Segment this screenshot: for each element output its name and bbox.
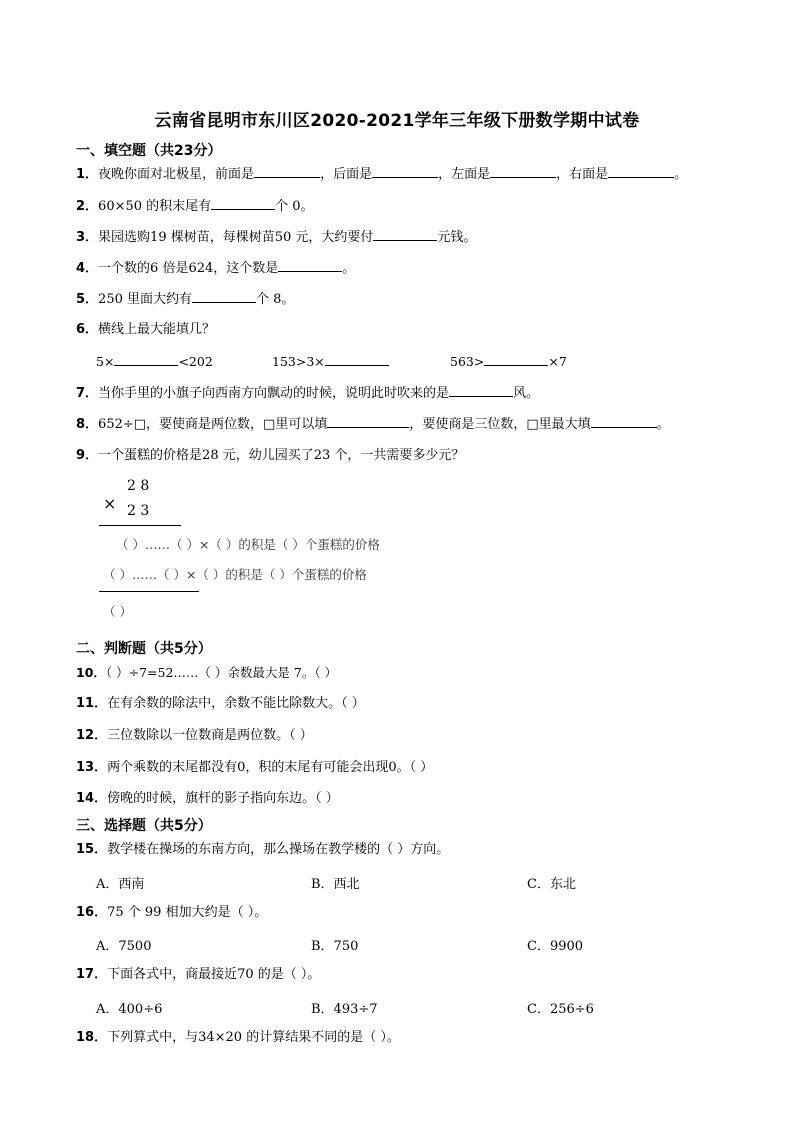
question-number: 2． [76,199,99,214]
question-text: 元钱。 [437,230,477,245]
section-true-false: 二、判断题（共5分） [76,641,212,657]
section-multiple-choice: 三、选择题（共5分） [76,818,212,834]
question-14 [76,789,339,809]
answer-blank[interactable] [327,414,409,428]
question-text: 在有余数的除法中，余数不能比除数大。（ ） [107,696,365,711]
result-line [99,591,199,592]
question-text: 风。 [513,386,540,401]
question-text: 个 8。 [256,292,295,307]
answer-blank[interactable] [254,164,320,178]
question-7 [76,383,539,404]
option-c[interactable]: C．东北 [527,877,576,892]
option-b[interactable]: B．西北 [311,877,360,892]
question-13 [76,758,433,778]
question-number: 17． [76,967,108,982]
times-sign: × [103,494,117,513]
answer-blank[interactable] [608,164,674,178]
question-10 [76,663,337,683]
multiplier: 2 3 [127,503,150,519]
question-16 [76,903,267,923]
question-text: 下列算式中，与34×20 的计算结果不同的是（ ）。 [107,1030,400,1045]
question-text: <202 [178,354,213,369]
question-text: 横线上最大能填几？ [98,322,216,337]
answer-blank[interactable] [325,352,389,366]
question-number: 8． [76,417,99,432]
multiplicand: 2 8 [127,478,150,494]
answer-blank[interactable] [372,164,438,178]
question-number: 10． [76,665,106,680]
question-text: 。 [674,167,688,182]
vertical-step-1: （ ）……（ ）×（ ）的积是（ ）个蛋糕的价格 [116,537,380,552]
answer-blank[interactable] [192,289,256,303]
question-number: 18． [76,1030,108,1045]
question-11 [76,694,365,714]
question-6-part-1 [96,352,213,372]
answer-blank[interactable] [591,414,657,428]
question-12 [76,726,313,746]
question-text: 一个数的6 倍是624，这个数是 [98,261,279,276]
question-text: 一个蛋糕的价格是28 元，幼儿园买了23 个，一共需要多少元？ [98,448,465,463]
question-text: 三位数除以一位数商是两位数。（ ） [107,728,313,743]
question-1 [76,164,687,185]
answer-blank[interactable] [490,164,556,178]
question-6-part-3 [450,352,567,372]
option-a[interactable]: A．7500 [96,939,152,954]
answer-blank[interactable] [449,383,513,397]
page-title: 云南省昆明市东川区2020-2021学年三年级下册数学期中试卷 [154,111,640,131]
question-text: 傍晚的时候，旗杆的影子指向东边。（ ） [107,791,339,806]
question-text: 。 [342,261,356,276]
question-number: 15． [76,842,108,857]
answer-blank[interactable] [114,352,178,366]
question-2 [76,196,314,217]
question-number: 3． [76,230,99,245]
question-text: 。 [656,417,670,432]
multiplication-line [99,525,181,526]
question-text: 75 个 99 相加大约是（ ）。 [107,905,268,920]
question-number: 9． [76,448,99,463]
question-text: 夜晚你面对北极星，前面是 [98,167,255,182]
question-text: 教学楼在操场的东南方向，那么操场在教学楼的（ ）方向。 [107,842,450,857]
answer-blank[interactable] [484,352,548,366]
question-text: ×7 [548,354,567,369]
question-text: ，右面是 [556,167,609,182]
answer-blank[interactable] [373,227,437,241]
question-text: 果园选购19 棵树苗，每棵树苗50 元，大约要付 [98,230,374,245]
question-number: 5． [76,292,99,307]
question-text: ，后面是 [320,167,373,182]
question-3 [76,227,476,248]
question-number: 16． [76,905,108,920]
question-number: 14． [76,791,108,806]
question-15 [76,840,449,860]
question-6 [76,320,215,340]
question-number: 1． [76,167,99,182]
question-text: 两个乘数的末尾都没有0，积的末尾有可能会出现0。（ ） [107,760,434,775]
question-18 [76,1028,400,1048]
vertical-result: （ ） [103,604,132,619]
question-5 [76,289,294,310]
question-text: 60×50 的积末尾有 [98,199,212,214]
option-a[interactable]: A．400÷6 [96,1002,163,1017]
question-number: 11． [76,696,108,711]
vertical-step-2: （ ）……（ ）×（ ）的积是（ ）个蛋糕的价格 [103,567,367,582]
question-6-part-2 [272,352,389,372]
question-text: 个 0。 [275,199,314,214]
question-text: 当你手里的小旗子向西南方向飘动的时候，说明此时吹来的是 [98,386,450,401]
option-c[interactable]: C．9900 [527,939,584,954]
question-text: 652÷□，要使商是两位数，□里可以填 [98,417,328,432]
question-number: 12． [76,728,108,743]
section-fill-in: 一、填空题（共23分） [76,143,222,159]
question-number: 13． [76,760,108,775]
question-text: 下面各式中，商最接近70 的是（ ）。 [107,967,321,982]
answer-blank[interactable] [278,258,342,272]
answer-blank[interactable] [211,196,275,210]
question-17 [76,965,320,985]
question-8 [76,414,670,435]
question-text: 5× [96,354,115,369]
option-b[interactable]: B．493÷7 [311,1002,378,1017]
question-text: 250 里面大约有 [98,292,192,307]
question-text: 563> [450,354,485,369]
question-number: 6． [76,322,99,337]
question-number: 4． [76,261,99,276]
option-c[interactable]: C．256÷6 [527,1002,594,1017]
question-9 [76,446,464,466]
question-text: ，要使商是三位数，□里最大填 [409,417,591,432]
option-b[interactable]: B．750 [311,939,359,954]
question-4 [76,258,355,279]
question-number: 7． [76,386,99,401]
option-a[interactable]: A．西南 [96,877,145,892]
question-text: 153>3× [272,354,325,369]
question-text: （ ）÷7=52……（ ）余数最大是 7。（ ） [105,665,338,680]
question-text: ，左面是 [438,167,491,182]
